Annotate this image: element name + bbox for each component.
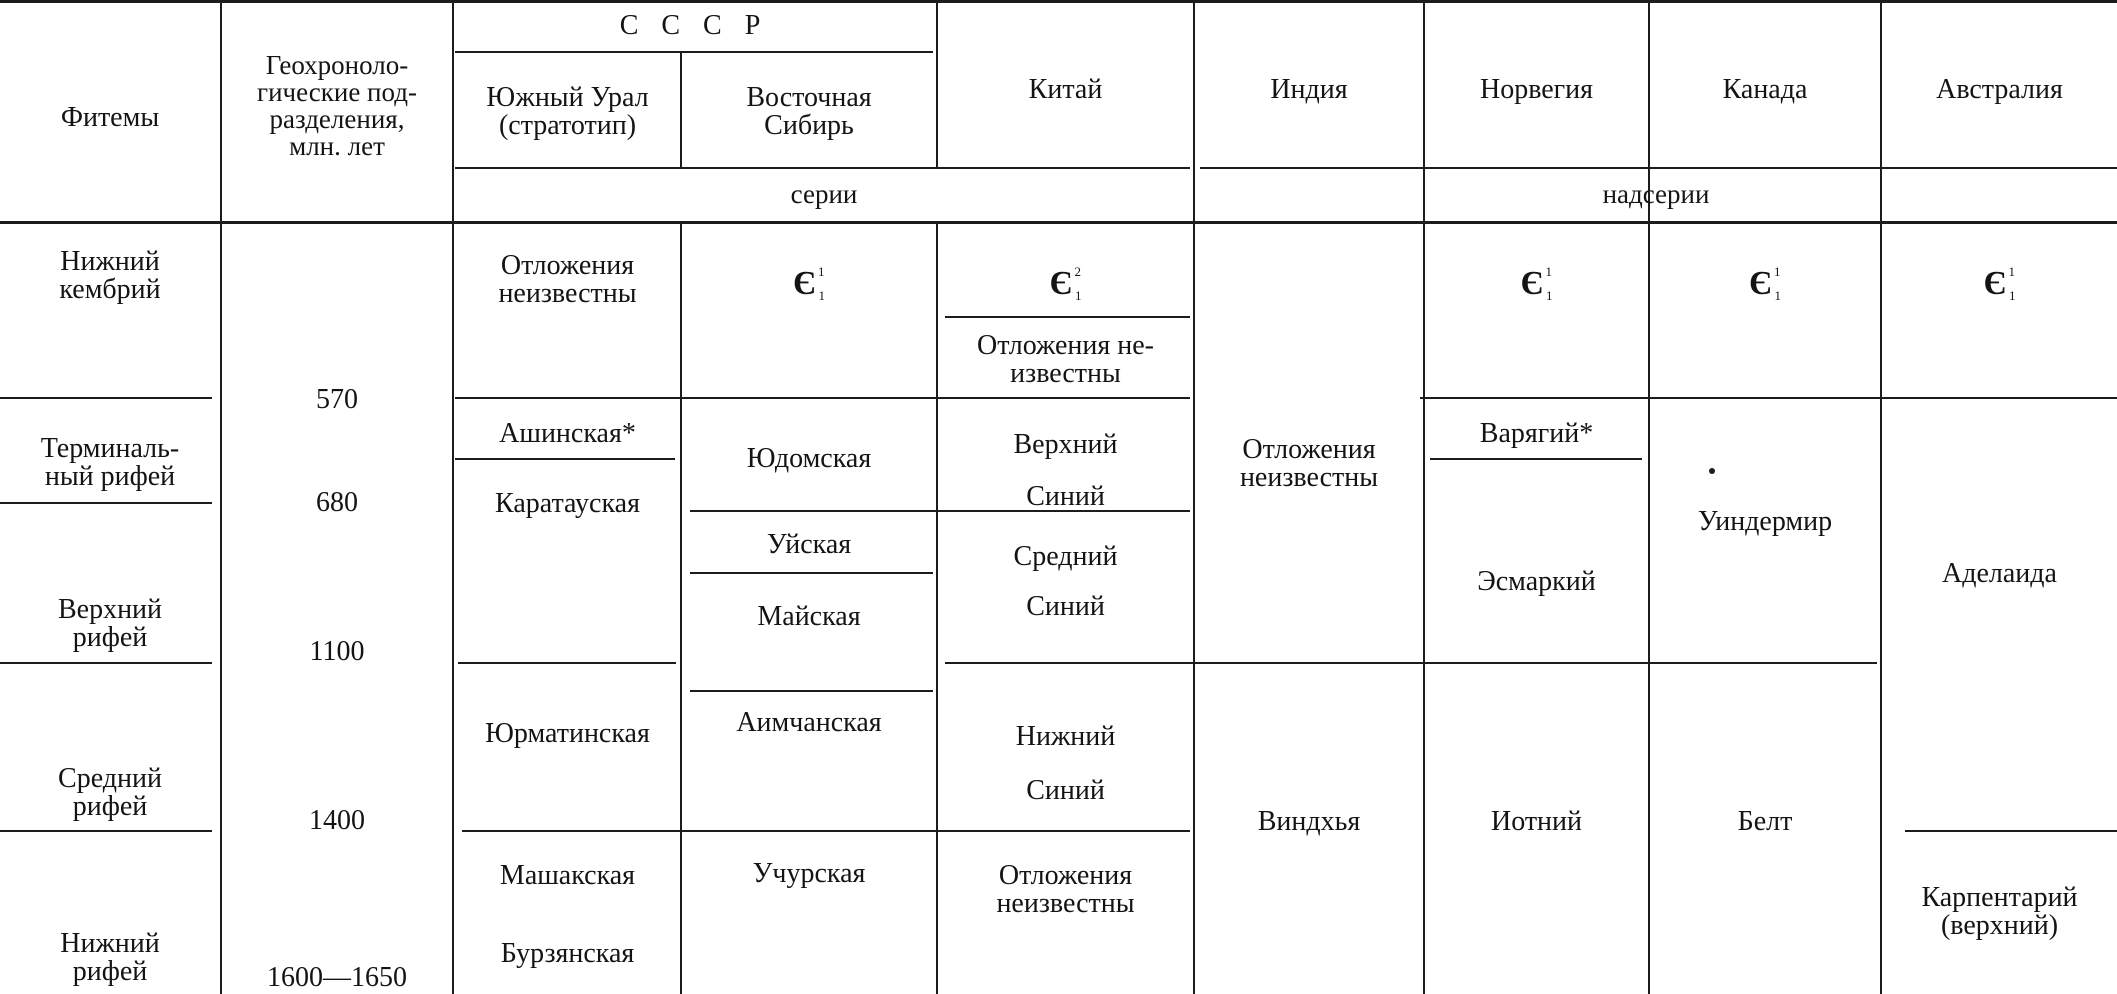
phytem-terminal-riphean — [0, 435, 220, 491]
rule-1400-australia — [1905, 830, 2117, 832]
cambrian-symbol-upper-index: 2 — [1074, 264, 1082, 279]
header-fitemy: Фитемы — [60, 102, 160, 133]
cell-line: Синий — [1026, 775, 1105, 806]
cambrian-symbol-upper-index: 1 — [818, 264, 825, 279]
rule-570-right — [455, 397, 1190, 399]
australia-carpentaria — [1882, 884, 2117, 940]
header-india: Индия — [1270, 74, 1348, 105]
header-geochron-line: гические под- — [257, 77, 417, 107]
cell-line: Отложения — [1242, 434, 1376, 465]
east-siberia-aimchanskaya: Аимчанская — [736, 707, 882, 738]
header-east-siberia-line: Восточная — [746, 82, 872, 113]
phytem-line: Нижний — [60, 246, 160, 277]
phytem-line: Средний — [58, 763, 162, 794]
header-canada: Канада — [1722, 74, 1808, 105]
header-south-ural-line: (стратотип) — [498, 110, 637, 141]
cambrian-symbol-lower-index: 1 — [1546, 288, 1553, 303]
rule-varyagiy — [1430, 458, 1642, 460]
china-lower-sinian — [938, 710, 1193, 818]
east-siberia-cambrian-symbol — [682, 258, 936, 310]
cell-line: Нижний — [1015, 721, 1116, 752]
india-unknown — [1195, 436, 1423, 492]
cell-line: Отложения — [500, 250, 635, 281]
header-ussr: С С С Р — [619, 10, 769, 41]
canada-windermere: Уиндермир — [1697, 506, 1833, 537]
age-1400: 1400 — [309, 805, 365, 836]
header-australia: Австралия — [1936, 74, 2063, 105]
east-siberia-uchurskaya: Учурская — [752, 858, 866, 889]
col-divider-7 — [1648, 0, 1650, 994]
south-ural-burzyanskaya: Бурзянская — [500, 938, 635, 969]
south-ural-unknown — [455, 252, 680, 308]
table-top-rule — [0, 0, 2117, 3]
cambrian-symbol-upper-index: 1 — [1774, 264, 1781, 279]
norway-esmarkiy: Эсмаркий — [1477, 566, 1596, 597]
canada-cambrian-symbol — [1650, 258, 1880, 310]
cell-line: Отложения — [998, 860, 1133, 891]
age-1100: 1100 — [309, 636, 365, 667]
phytem-line: Верхний — [57, 594, 163, 625]
header-bottom-rule — [0, 221, 2117, 224]
norway-iotniy: Иотний — [1490, 806, 1583, 837]
rule-1100-left — [0, 662, 212, 664]
phytem-line: Терминаль- — [40, 433, 180, 464]
cell-line: Средний — [1013, 541, 1118, 572]
phytem-line: Нижний — [60, 928, 160, 959]
cell-line: неизвестны — [498, 278, 637, 309]
china-upper-sinian — [938, 419, 1193, 523]
rule-ashinskaya — [455, 458, 675, 460]
cambrian-symbol-base: Є — [1520, 265, 1544, 302]
rule-1400-left — [0, 830, 212, 832]
cambrian-symbol-lower-index: 1 — [1774, 288, 1782, 303]
header-series: серии — [790, 179, 858, 209]
norway-varyagiy: Варягий* — [1479, 418, 1594, 449]
phytem-lower-cambrian — [0, 248, 220, 304]
cell-line: Карпентарий — [1921, 882, 2078, 913]
rule-uyskaya — [690, 572, 933, 574]
canada-belt: Белт — [1737, 806, 1793, 837]
header-geochron-line: млн. лет — [289, 131, 385, 161]
header-norway: Норвегия — [1479, 74, 1594, 105]
header-geochron-line: Геохроноло- — [265, 50, 409, 80]
ussr-underline — [455, 51, 933, 53]
header-south-ural-line: Южный Урал — [486, 82, 649, 113]
phytem-lower-riphean — [0, 930, 220, 986]
phytem-middle-riphean — [0, 765, 220, 821]
col-divider-6 — [1423, 0, 1425, 994]
header-geochron-line: разделения, — [269, 104, 405, 134]
cambrian-symbol-lower-index: 1 — [1075, 288, 1082, 303]
china-cambrian-symbol — [938, 258, 1193, 310]
phytem-line: ный рифей — [44, 461, 176, 492]
cell-line: известны — [1010, 358, 1121, 389]
china-unknown-bottom — [938, 862, 1193, 918]
cambrian-symbol-upper-index: 1 — [2008, 264, 2016, 279]
cambrian-symbol-base: Є — [1748, 265, 1773, 302]
age-680: 680 — [316, 487, 358, 518]
cell-line: Синий — [1026, 591, 1105, 622]
rule-1100-china — [945, 662, 1877, 664]
age-1600-1650: 1600—1650 — [267, 962, 407, 993]
rule-1100-right — [458, 662, 676, 664]
east-siberia-yudomskaya: Юдомская — [746, 443, 872, 474]
header-south-ural — [455, 84, 680, 140]
header-east-siberia — [682, 84, 936, 140]
cambrian-symbol-lower-index: 1 — [2009, 288, 2016, 303]
cell-line: неизвестны — [1239, 462, 1379, 493]
cambrian-symbol-base: Є — [792, 265, 817, 302]
australia-cambrian-symbol — [1882, 258, 2117, 310]
cambrian-symbol-base: Є — [1049, 265, 1073, 302]
east-siberia-uyskaya: Уйская — [766, 529, 852, 560]
south-ural-yurmatinskaya: Юрматинская — [485, 718, 650, 749]
rule-570-left — [0, 397, 212, 399]
col-divider-8 — [1880, 0, 1882, 994]
phytem-line: рифей — [72, 956, 148, 987]
cell-line: неизвестны — [996, 888, 1135, 919]
cambrian-symbol-lower-index: 1 — [818, 288, 826, 303]
china-unknown-top — [938, 332, 1193, 388]
rule-aimchanskaya — [690, 690, 933, 692]
cell-line: Отложения не- — [976, 330, 1155, 361]
india-vindhya: Виндхья — [1257, 806, 1361, 837]
china-middle-sinian — [938, 532, 1193, 632]
phytem-line: рифей — [72, 791, 148, 822]
age-570: 570 — [316, 384, 358, 415]
superseries-top-rule — [1200, 167, 2117, 169]
print-speck — [1709, 468, 1715, 474]
norway-cambrian-symbol — [1425, 258, 1648, 310]
australia-adelaide: Аделаида — [1942, 558, 2057, 589]
south-ural-mashakskaya: Машакская — [499, 860, 636, 891]
header-superseries: надсерии — [1602, 179, 1710, 209]
header-east-siberia-line: Сибирь — [764, 110, 854, 141]
phytem-upper-riphean — [0, 596, 220, 652]
cambrian-symbol-base: Є — [1983, 265, 2007, 302]
header-china: Китай — [1028, 74, 1103, 105]
phytem-line: рифей — [72, 622, 148, 653]
east-siberia-mayskaya: Майская — [757, 601, 861, 632]
cell-line: Синий — [1026, 481, 1105, 512]
header-geochron — [222, 52, 452, 160]
rule-570-right-2 — [1420, 397, 2117, 399]
rule-1400-right — [462, 830, 1190, 832]
china-cambrian-rule — [945, 316, 1190, 318]
cell-line: (верхний) — [1940, 910, 2059, 941]
cambrian-symbol-upper-index: 1 — [1545, 264, 1553, 279]
south-ural-ashinskaya: Ашинская* — [499, 418, 636, 449]
col-divider-2 — [452, 0, 454, 994]
phytem-line: кембрий — [59, 274, 161, 305]
series-top-rule — [455, 167, 1190, 169]
south-ural-karatauskaya: Каратауская — [495, 488, 640, 519]
col-divider-5 — [1193, 0, 1195, 994]
rule-680-left — [0, 502, 212, 504]
cell-line: Верхний — [1013, 429, 1118, 460]
